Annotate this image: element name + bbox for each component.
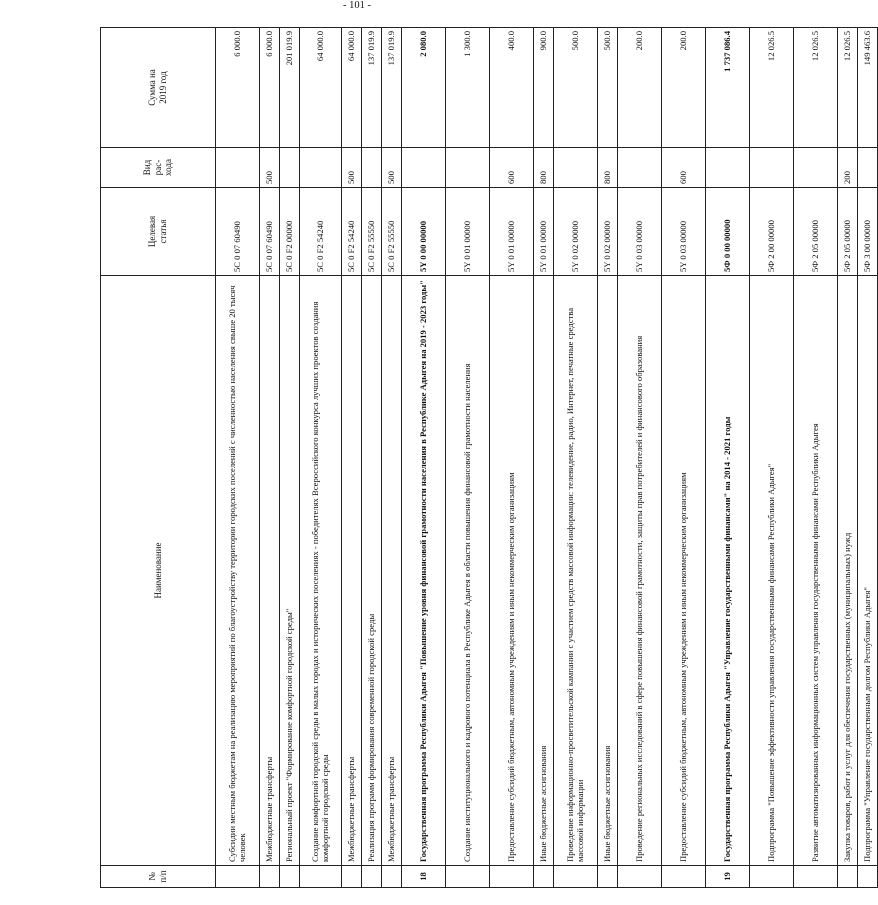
row-name: Развитие автоматизированных информационных систем управления государственными финансами Республики Адыгея	[794, 276, 838, 866]
row-name: Создание институционального и кадрового потенциала в Республике Адыгея в области повышения финансовой грамотности населения	[446, 276, 490, 866]
table-row	[662, 28, 706, 888]
row-name: Субсидии местным бюджетам на реализацию мероприятий по благоустройству территории городских поселений с численностью населения свыше 20 тысяч человек	[216, 276, 260, 866]
row-expense-type	[402, 148, 446, 188]
table-row	[300, 28, 342, 888]
row-name: Проведение региональных исследований в сфере повышения финансовой грамотности, защиты прав потребителей и финансового образования	[618, 276, 662, 866]
row-target-code: 5Y 0 02 00000	[554, 188, 598, 276]
table-row	[490, 28, 534, 888]
row-target-code: 5С 0 F2 55550	[362, 188, 382, 276]
row-target-code: 5С 0 F2 54240	[342, 188, 362, 276]
table-row	[216, 28, 260, 888]
row-number: 18	[402, 866, 446, 888]
row-name: Межбюджетные трансферты	[342, 276, 362, 866]
header-name: Наименование	[101, 276, 216, 866]
row-expense-type: 500	[342, 148, 362, 188]
row-expense-type	[280, 148, 300, 188]
row-expense-type: 500	[260, 148, 280, 188]
table-header-row	[101, 28, 216, 888]
row-target-code: 5Ф 2 05 00000	[794, 188, 838, 276]
table-row	[402, 28, 446, 888]
row-amount: 6 000.0	[216, 28, 260, 148]
row-expense-type: 800	[598, 148, 618, 188]
row-target-code: 5Y 0 01 00000	[534, 188, 554, 276]
row-expense-type	[750, 148, 794, 188]
row-amount: 6 000.0	[260, 28, 280, 148]
header-code: Целевая статья	[101, 188, 216, 276]
row-name: Иные бюджетные ассигнования	[534, 276, 554, 866]
row-amount: 200.0	[662, 28, 706, 148]
row-amount: 201 019.9	[280, 28, 300, 148]
row-name: Реализация программ формирования современной городской среды	[362, 276, 382, 866]
row-amount: 400.0	[490, 28, 534, 148]
row-name: Подпрограмма "Повышение эффективности управления государственными финансами Республики Адыгея"	[750, 276, 794, 866]
row-amount: 500.0	[598, 28, 618, 148]
row-amount: 200.0	[618, 28, 662, 148]
row-name: Создание комфортной городской среды в малых городах и исторических поселениях - победителях Всероссийского конкурса лучших проектов создания комфортной городской среды	[300, 276, 342, 866]
row-target-code: 5Y 0 03 00000	[662, 188, 706, 276]
row-number	[300, 866, 342, 888]
table-row	[534, 28, 554, 888]
row-number	[382, 866, 402, 888]
row-number	[216, 866, 260, 888]
row-number	[260, 866, 280, 888]
row-expense-type	[446, 148, 490, 188]
row-amount: 12 026.5	[794, 28, 838, 148]
table-row	[598, 28, 618, 888]
row-number	[618, 866, 662, 888]
row-name: Межбюджетные трансферты	[382, 276, 402, 866]
row-number	[598, 866, 618, 888]
row-expense-type: 200	[838, 148, 858, 188]
row-target-code: 5Ф 3 00 00000	[858, 188, 878, 276]
table-row	[858, 28, 878, 888]
table-row	[260, 28, 280, 888]
row-number	[554, 866, 598, 888]
row-target-code: 5С 0 07 60490	[216, 188, 260, 276]
row-target-code: 5С 0 F2 55550	[382, 188, 402, 276]
row-number	[838, 866, 858, 888]
row-number	[280, 866, 300, 888]
table-row	[342, 28, 362, 888]
row-target-code: 5Y 0 03 00000	[618, 188, 662, 276]
row-amount: 1 737 086.4	[706, 28, 750, 148]
row-expense-type	[216, 148, 260, 188]
row-expense-type	[554, 148, 598, 188]
table-row	[382, 28, 402, 888]
row-name: Региональный проект "Формирование комфортной городской среды"	[280, 276, 300, 866]
row-target-code: 5Y 0 02 00000	[598, 188, 618, 276]
row-expense-type	[300, 148, 342, 188]
row-target-code: 5Y 0 00 00000	[402, 188, 446, 276]
table-row	[362, 28, 382, 888]
row-expense-type	[794, 148, 838, 188]
row-expense-type: 600	[662, 148, 706, 188]
row-amount: 12 026.5	[838, 28, 858, 148]
row-target-code: 5С 0 F2 00000	[280, 188, 300, 276]
row-target-code: 5Ф 2 05 00000	[838, 188, 858, 276]
row-target-code: 5Ф 0 00 00000	[706, 188, 750, 276]
table-row	[446, 28, 490, 888]
table-row	[794, 28, 838, 888]
row-name: Проведение информационно-просветительской кампании с участием средств массовой информации: телевидение, радио, Интернет, печатные средства массовой информации	[554, 276, 598, 866]
page-number: - 101 -	[343, 0, 371, 11]
row-amount: 500.0	[554, 28, 598, 148]
row-expense-type: 600	[490, 148, 534, 188]
table-row	[838, 28, 858, 888]
row-expense-type	[362, 148, 382, 188]
row-name: Подпрограмма "Управление государственным долгом Республики Адыгея"	[858, 276, 878, 866]
row-name: Межбюджетные трансферты	[260, 276, 280, 866]
row-amount: 64 000.0	[342, 28, 362, 148]
row-amount: 137 019.9	[382, 28, 402, 148]
row-number	[750, 866, 794, 888]
header-num: № п/п	[101, 866, 216, 888]
row-target-code: 5Y 0 01 00000	[446, 188, 490, 276]
row-target-code: 5С 0 F2 54240	[300, 188, 342, 276]
row-amount: 1 300.0	[446, 28, 490, 148]
row-number	[534, 866, 554, 888]
row-amount: 64 000.0	[300, 28, 342, 148]
row-amount: 149 463.6	[858, 28, 878, 148]
header-vid: Вид рас- хода	[101, 148, 216, 188]
row-number: 19	[706, 866, 750, 888]
row-number	[490, 866, 534, 888]
budget-table	[100, 27, 878, 888]
row-expense-type	[618, 148, 662, 188]
row-name: Предоставление субсидий бюджетным, автономным учреждениям и иным некоммерческим организациям	[490, 276, 534, 866]
row-name: Закупка товаров, работ и услуг для обеспечения государственных (муниципальных) нужд	[838, 276, 858, 866]
header-sum: Сумма на 2019 год	[101, 28, 216, 148]
row-number	[794, 866, 838, 888]
row-target-code: 5С 0 07 60490	[260, 188, 280, 276]
row-expense-type	[706, 148, 750, 188]
row-number	[858, 866, 878, 888]
row-amount: 900.0	[534, 28, 554, 148]
table-row	[750, 28, 794, 888]
row-name: Иные бюджетные ассигнования	[598, 276, 618, 866]
table-row	[618, 28, 662, 888]
row-target-code: 5Y 0 01 00000	[490, 188, 534, 276]
table-row	[706, 28, 750, 888]
table-row	[554, 28, 598, 888]
row-amount: 12 026.5	[750, 28, 794, 148]
row-amount: 2 080.0	[402, 28, 446, 148]
row-name: Предоставление субсидий бюджетным, автономным учреждениям и иным некоммерческим организациям	[662, 276, 706, 866]
rotated-page	[100, 28, 872, 888]
row-amount: 137 019.9	[362, 28, 382, 148]
table-row	[280, 28, 300, 888]
row-target-code: 5Ф 2 00 00000	[750, 188, 794, 276]
row-number	[446, 866, 490, 888]
table-body	[216, 28, 878, 888]
row-number	[662, 866, 706, 888]
row-name: Государственная программа Республики Адыгея "Управление государственными финансами" на 2014 - 2021 годы	[706, 276, 750, 866]
row-number	[362, 866, 382, 888]
row-number	[342, 866, 362, 888]
row-expense-type	[858, 148, 878, 188]
row-name: Государственная программа Республики Адыгея "Повышение уровня финансовой грамотности населения в Республике Адыгея на 2019 - 2023 годы"	[402, 276, 446, 866]
row-expense-type: 500	[382, 148, 402, 188]
row-expense-type: 800	[534, 148, 554, 188]
